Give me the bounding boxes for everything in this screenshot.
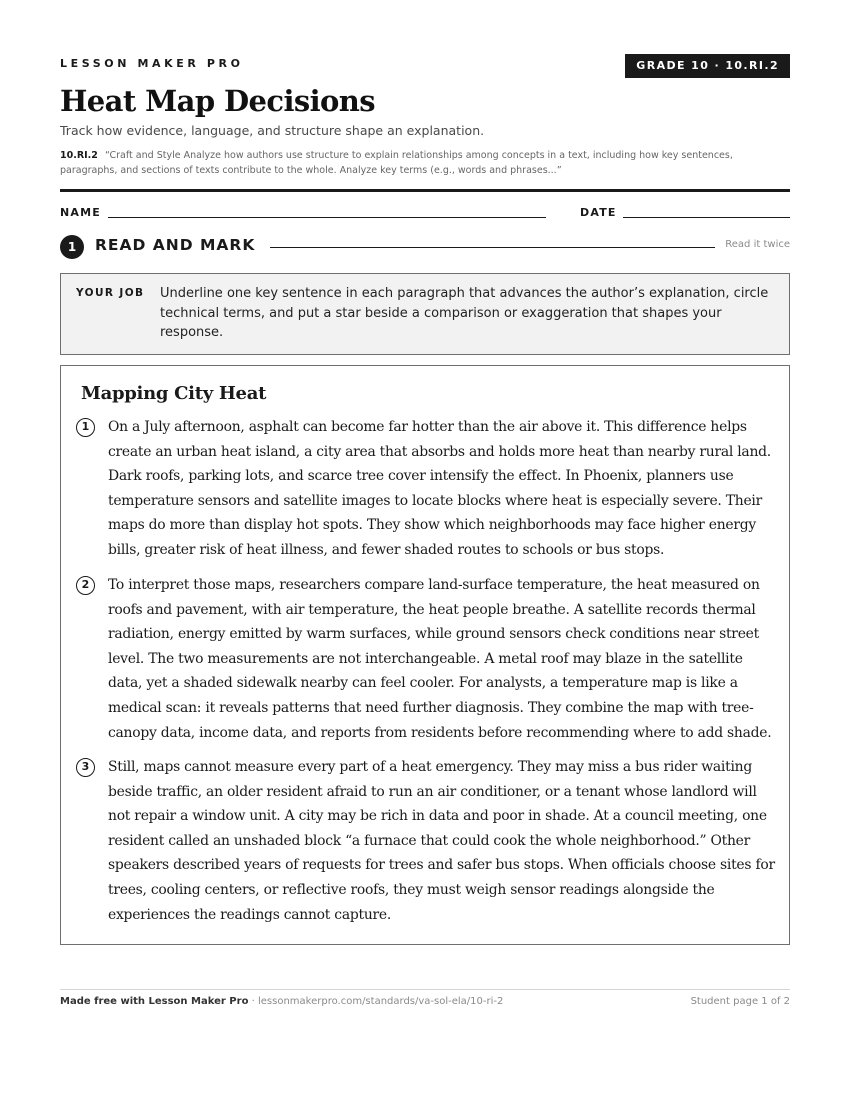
section-note: Read it twice: [725, 239, 790, 250]
paragraph-1: On a July afternoon, asphalt can become far hotter than the air above it. This difference helps create an urban heat island, a city area that absorbs and holds more heat than nearby rural land. Dark roofs, parking lots, and scarce tree cover intensify the effect. In Phoenix, planners use temperature sensors and satellite images to locate blocks where heat is especially severe. Their maps do more than display hot spots. They show which neighborhoods may face higher energy bills, greater risk of heat illness, and fewer shaded routes to schools or bus stops.: [108, 419, 771, 558]
paragraph-number: 1: [76, 418, 95, 437]
footer-made-with: Made free with Lesson Maker Pro: [60, 996, 249, 1007]
section-divider: [270, 247, 715, 248]
footer-page-number: Student page 1 of 2: [690, 996, 790, 1007]
footer-divider: [60, 989, 790, 990]
footer-url[interactable]: · lessonmakerpro.com/standards/va-sol-ela/10-ri-2: [248, 996, 504, 1007]
standard-code: 10.RI.2: [60, 150, 98, 161]
your-job-label: YOUR JOB: [76, 287, 145, 299]
name-field-line[interactable]: [108, 217, 546, 218]
standard-text: “Craft and Style Analyze how authors use structure to explain relationships among concepts in a text, including how key sentences, paragraphs, and sections of texts contribute to the whole. Analyze key terms (e.g., words and phrases...”: [60, 150, 733, 176]
paragraph-number: 2: [76, 576, 95, 595]
grade-badge: GRADE 10 · 10.RI.2: [625, 54, 790, 78]
worksheet-page: [60, 0, 790, 1100]
paragraph-3: Still, maps cannot measure every part of a heat emergency. They may miss a bus rider waiting beside traffic, an older resident afraid to run an air conditioner, or a tenant whose landlord will not repair a window unit. A city may be rich in data and poor in shade. At a council meeting, one resident called an unshaded block “a furnace that could cook the whole neighborhood.” Other speakers described years of requests for trees and safer bus stops. When officials choose sites for trees, cooling centers, or reflective roofs, they must weigh sensor readings alongside the experiences the readings cannot capture.: [108, 759, 775, 923]
brand-name: LESSON MAKER PRO: [60, 57, 244, 70]
page-subtitle: Track how evidence, language, and structure shape an explanation.: [60, 123, 485, 138]
date-label: DATE: [580, 206, 617, 219]
paragraph-number: 3: [76, 758, 95, 777]
name-label: NAME: [60, 206, 101, 219]
your-job-text: Underline one key sentence in each paragraph that advances the author’s explanation, circle technical terms, and put a star beside a comparison or exaggeration that shapes your response.: [160, 286, 769, 340]
paragraph-2: To interpret those maps, researchers compare land-surface temperature, the heat measured on roofs and pavement, with air temperature, the heat people breathe. A satellite records thermal radiation, energy emitted by warm surfaces, while ground sensors check conditions near street level. The two measurements are not interchangeable. A metal roof may blaze in the satellite data, yet a shaded sidewalk nearby can feel cooler. For analysts, a temperature map is like a medical scan: it reveals patterns that need further diagnosis. They combine the map with tree-canopy data, income data, and reports from residents before recommending where to add shade.: [108, 577, 772, 741]
standard-description: [60, 148, 790, 178]
footer-credit: [60, 996, 503, 1007]
page-title: Heat Map Decisions: [60, 84, 375, 118]
date-field-line[interactable]: [623, 217, 790, 218]
reading-title: Mapping City Heat: [81, 383, 267, 404]
section-title: READ AND MARK: [95, 236, 256, 254]
your-job-box: [60, 273, 790, 355]
reading-passage: [60, 365, 790, 945]
section-number-badge: 1: [60, 235, 84, 259]
header-divider: [60, 189, 790, 192]
